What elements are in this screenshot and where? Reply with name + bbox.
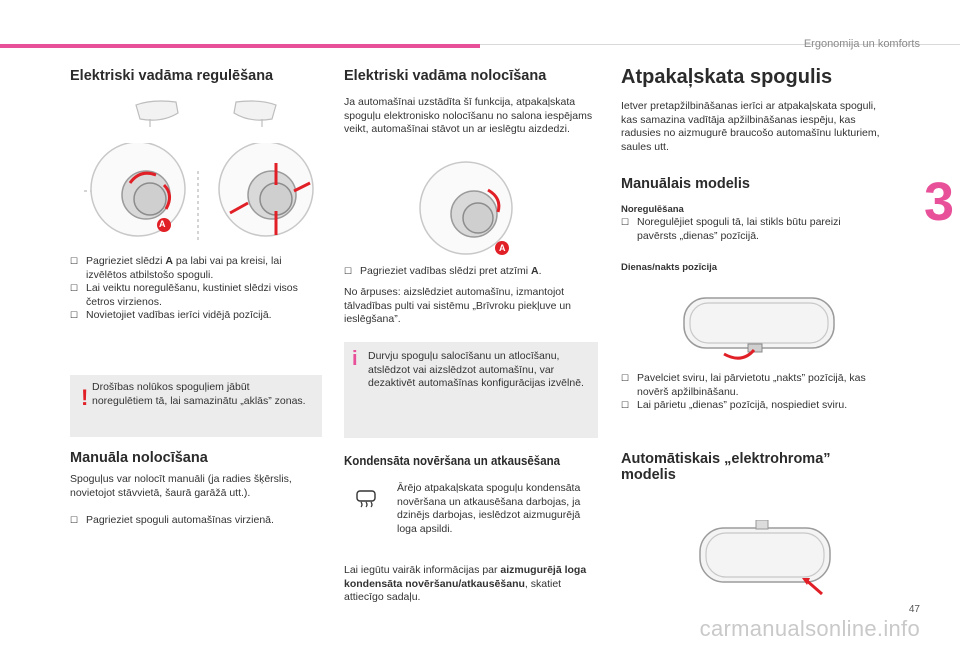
electric-fold-step: ☐ Pagrieziet vadības slēdzi pret atzīmi A. bbox=[344, 265, 542, 277]
switch-label-a: A bbox=[499, 243, 506, 253]
bullet-icon: ☐ bbox=[621, 400, 630, 410]
bullet-icon: ☐ bbox=[621, 217, 630, 227]
adjust-step: ☐ Noregulējiet spoguli tā, lai stikls būtu pareizi pavērsts „dienas” pozīcijā. bbox=[621, 216, 841, 242]
header-accent-bar bbox=[0, 44, 480, 48]
rear-mirror-title: Atpakaļskata spogulis bbox=[621, 66, 833, 88]
auto-model-title: Automātiskais „elektrohroma” modelis bbox=[621, 451, 831, 483]
info-box: i Durvju spoguļu salocīšanu un atlocīšanu, atslēdzot vai aizslēdzot automašīnu, var dezaktivēt automašīnas konfigurācijas izvēlnē. bbox=[344, 342, 598, 438]
electric-adjust-title: Elektriski vadāma regulēšana bbox=[70, 68, 274, 84]
day-night-label: Dienas/nakts pozīcija bbox=[621, 262, 718, 273]
watermark-text: carmanualsonline.info bbox=[699, 616, 920, 641]
info-icon: i bbox=[352, 348, 358, 370]
rear-mirror-auto-illustration bbox=[694, 520, 844, 600]
rear-mirror-manual-illustration bbox=[676, 292, 846, 362]
electric-fold-title: Elektriski vadāma nolocīšana bbox=[344, 68, 547, 84]
defrost-title: Kondensāta novēršana un atkausēšana bbox=[344, 454, 561, 468]
bullet-icon: ☐ bbox=[70, 283, 79, 293]
manual-fold-text: Spoguļus var nolocīt manuāli (ja radies šķērslis, novietojot stāvvietā, šaurā garāžā utt.). bbox=[70, 473, 292, 499]
door-mirrors-illustration bbox=[132, 97, 280, 133]
adjust-label: Noregulēšana bbox=[621, 204, 684, 215]
manual-model-title: Manuālais modelis bbox=[621, 176, 750, 192]
manual-fold-step: ☐ Pagrieziet spoguli automašīnas virzienā. bbox=[70, 514, 274, 526]
more-info-text: Lai iegūtu vairāk informācijas par aizmugurējā loga kondensāta novēršanu/atkausēšanu, skatiet attiecīgo sadaļu. bbox=[344, 564, 587, 603]
bullet-icon: ☐ bbox=[344, 266, 353, 276]
day-night-steps: ☐ Pavelciet sviru, lai pārvietotu „nakts” pozīcijā, kas novērš apžilbināšanu. ☐ Lai pārietu „dienas” pozīcijā, nospiediet sviru. bbox=[621, 372, 866, 411]
page-number: 47 bbox=[908, 604, 920, 615]
bullet-icon: ☐ bbox=[70, 256, 79, 266]
manual-fold-title: Manuāla nolocīšana bbox=[70, 450, 208, 466]
defrost-text: Ārējo atpakaļskata spoguļu kondensāta novēršana un atkausēšana darbojas, ja dzinējs darbojas, ieslēdzot aizmugurējā loga apsildi. bbox=[397, 482, 581, 535]
section-title: Ergonomija un komforts bbox=[803, 38, 920, 50]
mirror-switch-illustration bbox=[80, 143, 350, 245]
bullet-icon: ☐ bbox=[70, 310, 79, 320]
rear-mirror-intro: Ietver pretapžilbināšanas ierīci ar atpakaļskata spoguli, kas samazina vadītāja apžilbināšanas iespēju, kas radusies no aizmugurē braucošo automašīnu lukturiem, saules utt. bbox=[621, 100, 880, 153]
safety-warning-box: ! Drošības nolūkos spoguļiem jābūt noregulētiem tā, lai samazinātu „aklās” zonas. bbox=[70, 375, 322, 437]
mirror-defrost-icon bbox=[355, 488, 377, 508]
bullet-icon: ☐ bbox=[621, 373, 630, 383]
electric-adjust-steps: ☐ Pagrieziet slēdzi A pa labi vai pa kreisi, lai izvēlētos atbilstošo spoguli. ☐ Lai veiktu noregulēšanu, kustiniet slēdzi visos četros virzienos. ☐ Novietojiet vadības ierīci vidējā pozīcijā. bbox=[70, 255, 298, 321]
chapter-number: 3 bbox=[923, 172, 954, 232]
warning-icon: ! bbox=[81, 385, 89, 410]
electric-fold-intro: Ja automašīnai uzstādīta šī funkcija, atpakaļskata spoguļu elektronisko nolocīšanu no salona iespējams veikt, automašīnai stāvot un ar ieslēgtu aizdedzi. bbox=[344, 96, 593, 135]
outside-fold-text: No ārpuses: aizslēdziet automašīnu, izmantojot tālvadības pulti vai sistēmu „Brīvroku piekļuve un ieslēgšana”. bbox=[344, 286, 572, 325]
switch-label-a: A bbox=[159, 219, 166, 229]
bullet-icon: ☐ bbox=[70, 515, 79, 525]
